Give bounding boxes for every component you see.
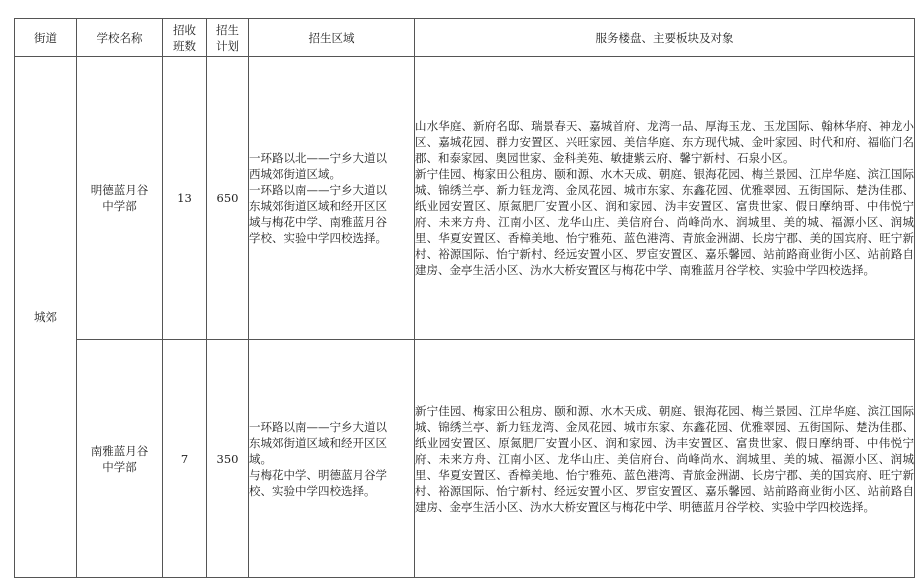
- area-line: 校、实验中学四校选择。: [249, 483, 376, 498]
- service-cell: [415, 57, 915, 340]
- header-classes-line2: 班数: [173, 38, 196, 53]
- service-cell: [415, 340, 915, 578]
- area-line: 域。: [249, 451, 272, 466]
- header-area: 招生区域: [249, 19, 415, 57]
- service-text-part2: 新宁佳园、梅家田公租房、颐和源、水木天成、朝庭、银海花园、梅兰景园、江岸华庭、滨江国际城、锦绣兰亭、新力钰龙湾、金凤花园、城市东家、东鑫花园、优雅翠园、五街国际、楚沩佳郡、纸业园安置区、原氮肥厂安置小区、润和家园、沩丰安置区、富贵世家、假日摩纳哥、中伟悦宁府、未来方舟、江南小区、龙华山庄、美信府台、尚峰尚水、润城里、美的城、福源小区、润城里、华夏安置区、香樟美地、怡宁雅苑、蓝色港湾、青旅金洲湖、长房宁郡、美的国宾府、旺宁新村、裕源国际、怡宁新村、经远安置小区、罗宦安置区、嘉乐馨园、站前路商业街小区、站前路自建房、金亭生活小区、沩水大桥安置区与梅花中学、南雅蓝月谷学校、实验中学四校选择。: [415, 167, 914, 277]
- area-line: 西城郊街道区域。: [249, 167, 341, 181]
- service-text-part1: 山水华庭、新府名邸、瑞景春天、嘉城首府、龙湾一品、厚海玉龙、玉龙国际、翰林华府、神龙小区、嘉城花园、群力安置区、兴旺家园、美信华庭、东方现代城、金叶家园、时代和府、福临门名郡、和泰家园、奥园世家、金科美苑、敏捷紫云府、馨宁新村、石泉小区。: [415, 119, 914, 165]
- street-cell: 城郊: [15, 57, 77, 578]
- header-plan: [207, 19, 249, 57]
- classes-cell: 7: [163, 340, 207, 578]
- school-name-line1: 南雅蓝月谷: [90, 443, 149, 458]
- area-line: 一环路以南——宁乡大道以: [249, 419, 387, 434]
- table-row: [15, 340, 915, 578]
- table-row: [15, 57, 915, 340]
- area-line: 与梅花中学、明德蓝月谷学: [249, 467, 387, 482]
- plan-cell: 650: [207, 57, 249, 340]
- header-classes: [163, 19, 207, 57]
- header-plan-line2: 计划: [216, 38, 239, 53]
- area-line: 学校、实验中学四校选择。: [249, 231, 387, 245]
- school-name-line2: 中学部: [102, 199, 137, 213]
- header-school: 学校名称: [77, 19, 163, 57]
- area-line: 东城郊街道区域和经开区区: [249, 199, 387, 213]
- service-text: 新宁佳园、梅家田公租房、颐和源、水木天成、朝庭、银海花园、梅兰景园、江岸华庭、滨江国际城、锦绣兰亭、新力钰龙湾、金凤花园、城市东家、东鑫花园、优雅翠园、五街国际、楚沩佳郡、纸业园安置区、原氮肥厂安置小区、润和家园、沩丰安置区、富贵世家、假日摩纳哥、中伟悦宁府、未来方舟、江南小区、龙华山庄、美信府台、尚峰尚水、润城里、美的城、福源小区、润城里、华夏安置区、香樟美地、怡宁雅苑、蓝色港湾、青旅金洲湖、长房宁郡、美的国宾府、旺宁新村、裕源国际、怡宁新村、经远安置小区、罗宦安置区、嘉乐馨园、站前路商业街小区、站前路自建房、金亭生活小区、沩水大桥安置区与梅花中学、明德蓝月谷学校、实验中学四校选择。: [415, 403, 914, 514]
- header-service: 服务楼盘、主要板块及对象: [415, 19, 915, 57]
- header-row: [15, 19, 915, 57]
- area-cell: [249, 340, 415, 578]
- area-line: 东城郊街道区域和经开区区: [249, 435, 387, 450]
- area-line: 一环路以南——宁乡大道以: [249, 183, 387, 197]
- area-cell: [249, 57, 415, 340]
- plan-cell: 350: [207, 340, 249, 578]
- area-line: 一环路以北——宁乡大道以: [249, 151, 387, 165]
- header-plan-line1: 招生: [216, 22, 239, 37]
- school-name-cell: [77, 57, 163, 340]
- header-street: 街道: [15, 19, 77, 57]
- school-name-line1: 明德蓝月谷: [90, 183, 149, 197]
- school-name-line2: 中学部: [102, 459, 137, 474]
- classes-cell: 13: [163, 57, 207, 340]
- enrollment-table: [14, 18, 915, 578]
- area-line: 域与梅花中学、南雅蓝月谷: [249, 215, 387, 229]
- school-name-cell: [77, 340, 163, 578]
- header-classes-line1: 招收: [173, 22, 196, 37]
